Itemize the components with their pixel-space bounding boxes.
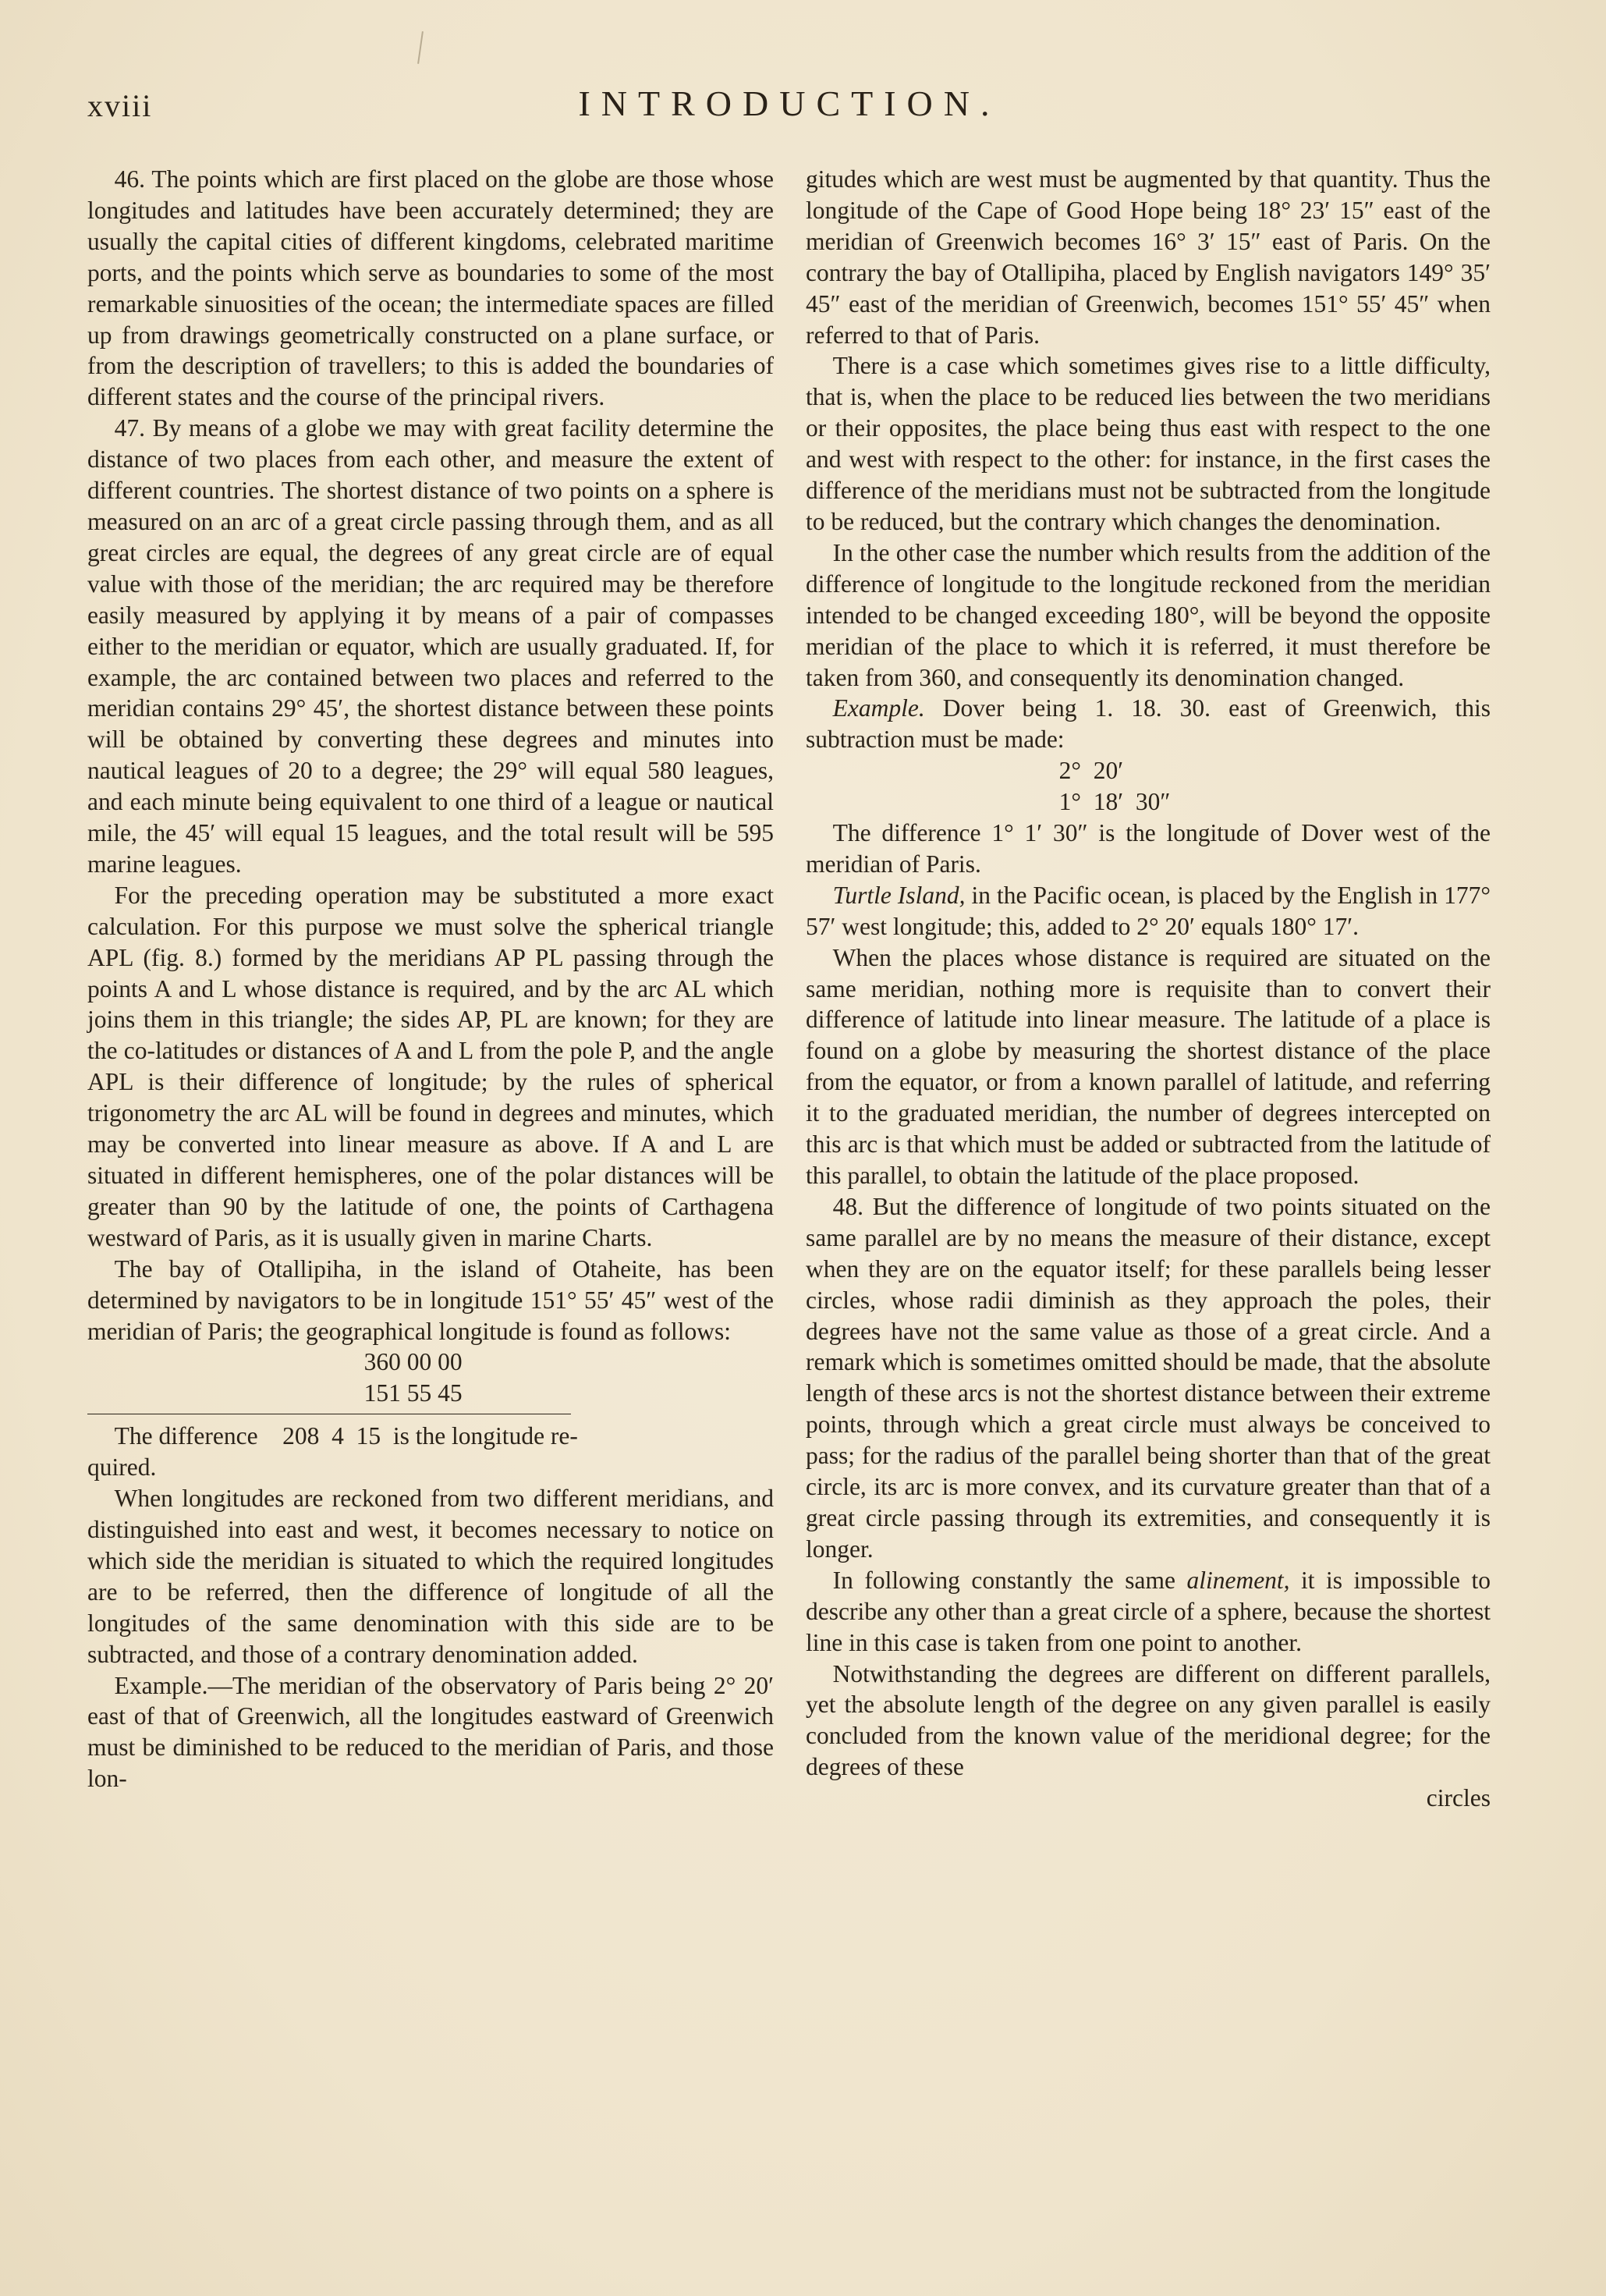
dover-text: Dover being 1. 18. 30. east of Greenwich, this subtraction must be made: <box>806 694 1491 754</box>
alinement-text-b: it is impossible to describe any other than a great circle of a sphere, because the shortest line in this case is taken from one point to another. <box>806 1566 1491 1656</box>
calculation-line-2: 151 55 45 <box>87 1378 571 1414</box>
paragraph-turtle-island <box>806 880 1491 942</box>
alinement-text-a: In following constantly the same <box>832 1566 1175 1594</box>
paragraph-preceding-operation: For the preceding operation may be substituted a more exact calculation. For this purpose we must solve the spherical triangle APL (fig. 8.) formed by the meridians AP PL passing through the points A and L whose distance is required, and by the arc AL which joins them in this triangle; the sides AP, PL are known; for they are the co-latitudes or distances of A and L from the pole P, and the angle APL is their difference of longitude; by the rules of spherical trigonometry the arc AL will be found in degrees and minutes, which may be converted into linear measure as above. If A and L are situated in different hemispheres, one of the polar distances will be greater than 90 by the latitude of one, the points of Carthagena westward of Paris, as it is usually given in marine Charts. <box>87 881 774 1251</box>
paragraph-difference: The difference 1° 1′ 30″ is the longitude of Dover west of the meridian of Paris. <box>806 819 1491 878</box>
paragraph-47: 47. By means of a globe we may with great facility determine the distance of two places from each other, and measure the extent of different countries. The shortest distance of two points on a sphere is measured on an arc of a great circle passing through them, and as all great circles are equal, the degrees of any great circle are of equal value with those of the meridian; the arc required may be therefore easily measured by applying it by means of a pair of compasses either to the meridian or equator, which are usually graduated. If, for example, the arc contained between two places and referred to the meridian contains 29° 45′, the shortest distance between these points will be obtained by converting these degrees and minutes into nautical leagues of 20 to a degree; the 29° will equal 580 leagues, and each minute being equivalent to one third of a league or nautical mile, the 45′ will equal 15 leagues, and the total result will be 595 marine leagues. <box>87 414 774 878</box>
paragraph-continued: gitudes which are west must be augmented by that quantity. Thus the longitude of the Cape of Good Hope being 18° 23′ 15″ east of the meridian of Greenwich becomes 16° 3′ 15″ east of Paris. On the contrary the bay of Otallipiha, placed by English navigators 149° 35′ 45″ east of the meridian of Greenwich, becomes 151° 55′ 45″ when referred to that of Paris. <box>806 165 1491 349</box>
page-header <box>87 83 1491 134</box>
pencil-mark <box>417 31 424 64</box>
calculation-result: The difference 208 4 15 is the longitude re- <box>114 1422 578 1450</box>
left-column <box>87 164 774 1794</box>
page-number: xviii <box>87 88 153 123</box>
running-title: INTRODUCTION. <box>578 83 1001 123</box>
right-column <box>806 164 1491 1814</box>
paragraph-two-meridians: When longitudes are reckoned from two different meridians, and distinguished into east and west, it becomes necessary to notice on which side the meridian is situated to which the required longitudes are to be referred, then the difference of longitude of all the longitudes of the same denomination with this side are to be subtracted, and those of a contrary denomination added. <box>87 1485 774 1668</box>
paragraph-quired: quired. <box>87 1453 157 1482</box>
paragraph-difficulty-case: There is a case which sometimes gives rise to a little difficulty, that is, when the place to be reduced lies between the two meridians or their opposites, the place being thus east with respect to the one and west with respect to the other: for instance, in the first cases the difference of the meridians must not be subtracted from the longitude to be reduced, but the contrary which changes the denomination. <box>806 352 1491 535</box>
paragraph-example-paris: Example.—The meridian of the observatory of Paris being 2° 20′ east of that of Greenwich, all the longitudes eastward of Greenwich must be diminished to be reduced to the meridian of Paris, and those lon- <box>87 1671 774 1793</box>
paragraph-other-case: In the other case the number which results from the addition of the difference of longitude to the longitude reckoned from the meridian intended to be changed exceeding 180°, will be beyond the opposite meridian of the place to which it is referred, it must therefore be taken from 360, and consequently its denomination changed. <box>806 538 1491 691</box>
turtle-island-text: in the Pacific ocean, is placed by the English in 177° 57′ west longitude; this, added to 2° 20′ equals 180° 17′. <box>806 881 1491 940</box>
dover-calculation-2: 1° 18′ 30″ <box>1058 788 1171 816</box>
paragraph-same-meridian: When the places whose distance is required are situated on the same meridian, nothing more is requisite than to convert their difference of latitude into linear measure. The latitude of a place is found on a globe by measuring the shortest distance of the place from the equator, or from a known parallel of latitude, and referring it to the graduated meridian, the number of degrees intercepted on this arc is that which must be added or subtracted from the latitude of this parallel, to obtain the latitude of the place proposed. <box>806 943 1491 1189</box>
paragraph-46: 46. The points which are first placed on the globe are those whose longitudes and latitudes have been accurately determined; they are usually the capital cities of different kingdoms, celebrated maritime ports, and the points which serve as boundaries to some of the most remarkable sinuosities of the ocean; the intermediate spaces are filled up from drawings geometrically constructed on a plane surface, or from the description of travellers; to this is added the boundaries of different states and the course of the principal rivers. <box>87 165 774 411</box>
dover-calculation-1: 2° 20′ <box>1058 757 1124 785</box>
paragraph-bay-otallipiha: The bay of Otallipiha, in the island of Otaheite, has been determined by navigators to be in longitude 151° 55′ 45″ west of the meridian of Paris; the geographical longitude is found as follows: <box>87 1254 774 1345</box>
paragraph-48: 48. But the difference of longitude of two points situated on the same parallel are by no means the measure of their distance, except when they are on the equator itself; for these parallels being lesser circles, whose radii diminish as they approach the poles, their degrees have not the same value as those of a great circle. And a remark which is sometimes omitted should be made, that the absolute length of these arcs is not the shortest distance between their extreme points, through which a great circle must always be conceived to pass; for the radius of the parallel being shorter than that of the great circle, its arc is more convex, and its curvature greater than that of a great circle passing through its extremities, and consequently it is longer. <box>806 1192 1491 1563</box>
turtle-island-label: Turtle Island, <box>832 881 966 909</box>
alinement-term: alinement, <box>1186 1566 1290 1594</box>
catchword: circles <box>1426 1784 1491 1812</box>
paragraph-notwithstanding: Notwithstanding the degrees are different on different parallels, yet the absolute length of the degree on any given parallel is easily concluded from the known value of the meridional degree; for the degrees of these <box>806 1659 1491 1781</box>
example-label: Example. <box>832 694 925 722</box>
paragraph-dover <box>806 693 1491 755</box>
paragraph-alinement <box>806 1565 1491 1659</box>
calculation-line-1: 360 00 00 <box>363 1348 463 1376</box>
